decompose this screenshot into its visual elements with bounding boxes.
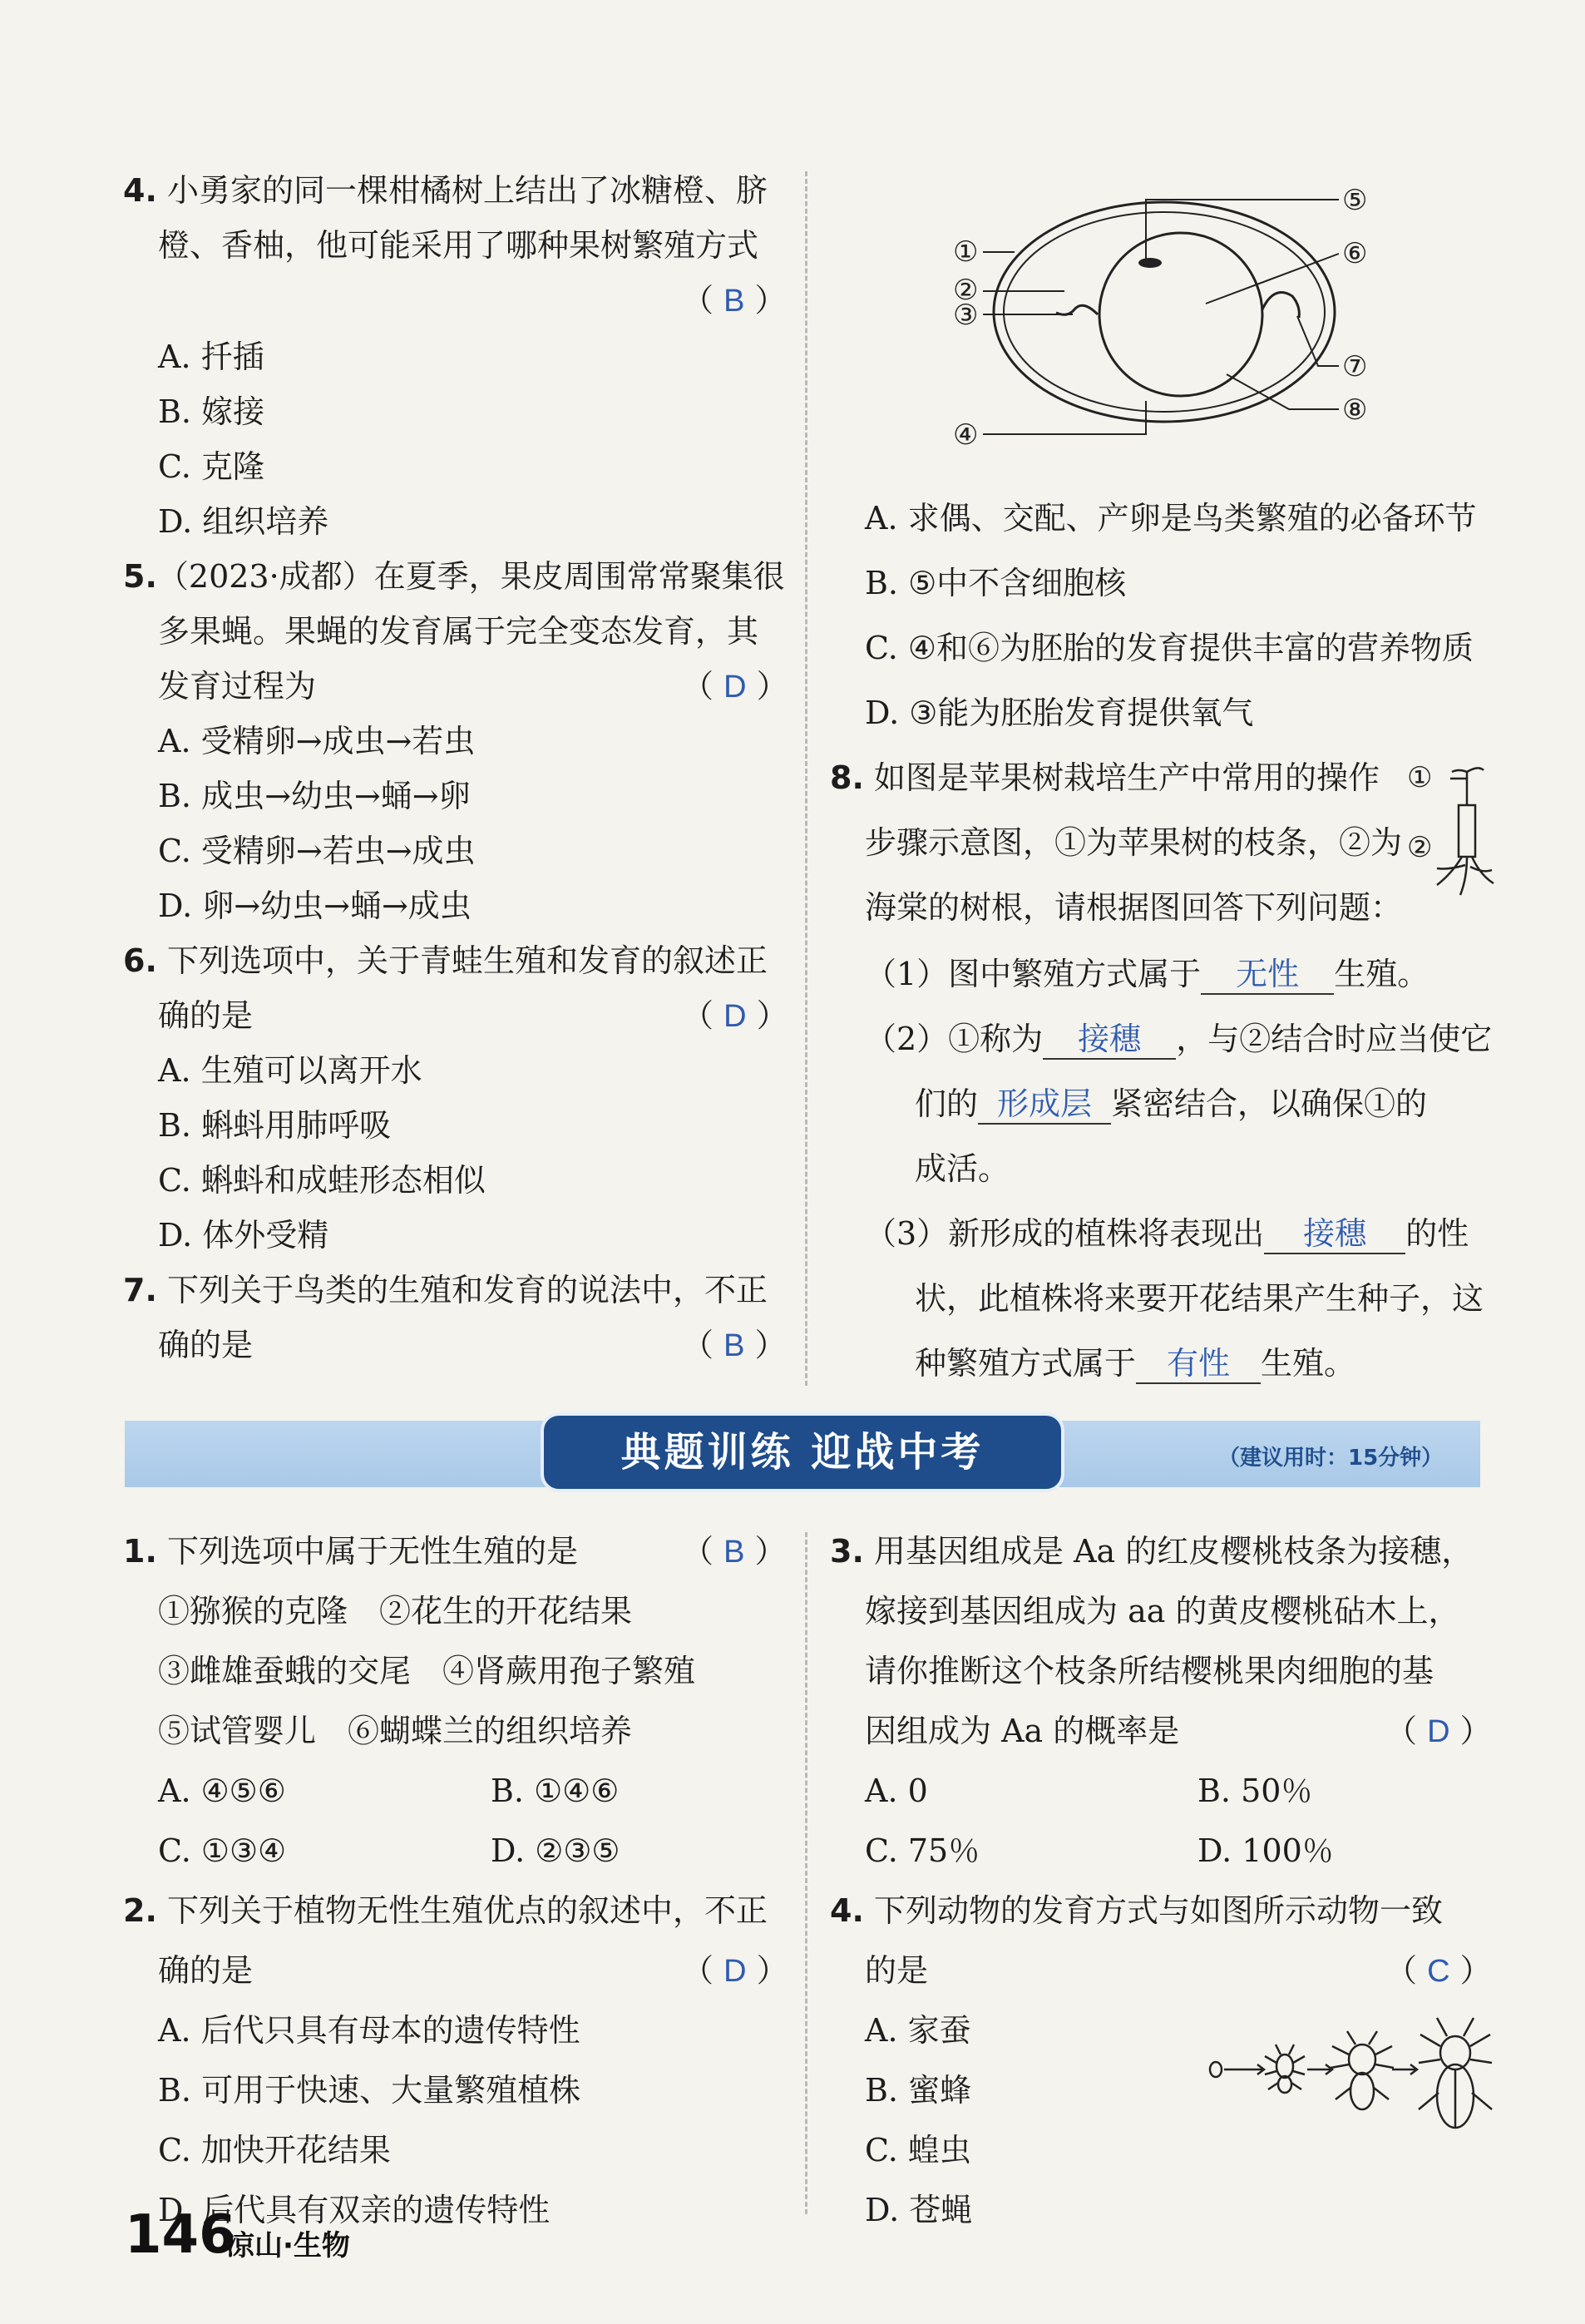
option: C. 受精卵→若虫→成虫 <box>158 833 476 869</box>
answer-blank: 接穗 <box>1264 1214 1405 1254</box>
question-number: 3. <box>830 1533 864 1570</box>
egg-label: ③ <box>953 299 979 332</box>
egg-label: ⑤ <box>1342 184 1368 217</box>
question-text: 确的是 <box>158 1327 254 1363</box>
question-text: 下列关于鸟类的生殖和发育的说法中，不正 <box>166 1272 768 1308</box>
egg-label: ⑧ <box>1342 393 1368 427</box>
option: A. 0 <box>865 1773 928 1809</box>
answer-bracket: （ C ） <box>1385 1952 1492 1989</box>
question-text: 小勇家的同一棵柑橘树上结出了冰糖橙、脐 <box>166 172 768 209</box>
answer-value: D <box>723 1954 747 1989</box>
sub-question-text: 生殖。 <box>1334 956 1429 992</box>
option: D. 卵→幼虫→蛹→成虫 <box>158 888 472 924</box>
question-number: 7. <box>123 1272 157 1308</box>
roots <box>1437 857 1494 895</box>
option: D. 组织培养 <box>158 503 329 540</box>
answer-bracket: （ D ） <box>682 997 788 1034</box>
question-text: 步骤示意图，①为苹果树的枝条，②为 <box>865 824 1403 861</box>
egg-inner-membrane <box>1004 212 1325 412</box>
question-text: 下列选项中，关于青蛙生殖和发育的叙述正 <box>166 942 768 979</box>
answer-blank: 接穗 <box>1043 1020 1176 1060</box>
answer-blank: 无性 <box>1201 955 1334 995</box>
section-title: 典题训练 迎战中考 <box>541 1412 1064 1492</box>
page-number: 146 <box>125 2204 236 2266</box>
option: A. 求偶、交配、产卵是鸟类繁殖的必备环节 <box>865 500 1477 536</box>
question-items: ③雌雄蚕蛾的交尾 ④肾蕨用孢子繁殖 <box>158 1653 696 1689</box>
question-number: 5. <box>123 558 157 595</box>
egg-yolk <box>1099 233 1262 396</box>
question-text: 下列关于植物无性生殖优点的叙述中，不正 <box>166 1892 768 1929</box>
question-text: 如图是苹果树栽培生产中常用的操作 <box>873 759 1380 796</box>
answer-bracket: （ B ） <box>682 282 787 319</box>
sub-question-text: 生殖。 <box>1261 1345 1356 1382</box>
answer-bracket: （ D ） <box>682 668 788 705</box>
question-text: 请你推断这个枝条所结樱桃果肉细胞的基 <box>865 1653 1434 1689</box>
question-text: 发育过程为 <box>158 668 317 705</box>
question-text: 因组成为 Aa 的概率是 <box>865 1713 1180 1749</box>
egg-label: ① <box>953 235 979 269</box>
answer-bracket: （ D ） <box>682 1952 788 1989</box>
option: B. 蜜蜂 <box>865 2072 972 2109</box>
sub-question-text: ，与②结合时应当使它 <box>1176 1021 1493 1057</box>
option: C. ④和⑥为胚胎的发育提供丰富的营养物质 <box>865 630 1474 666</box>
egg-label: ④ <box>953 418 979 452</box>
option: A. ④⑤⑥ <box>158 1773 286 1809</box>
answer-value: D <box>723 670 747 705</box>
question-text: （2023·成都）在夏季，果皮周围常常聚集很 <box>156 558 785 595</box>
option: D. 后代具有双亲的遗传特性 <box>158 2192 551 2228</box>
nymph-small-icon <box>1265 2045 1305 2093</box>
question-text: 橙、香柚，他可能采用了哪种果树繁殖方式 <box>158 227 759 264</box>
egg-icon <box>1210 2062 1222 2077</box>
question-number: 1. <box>123 1533 157 1570</box>
option: D. ③能为胚胎发育提供氧气 <box>865 695 1254 731</box>
bird-egg-diagram <box>940 166 1405 457</box>
grafting-diagram <box>1407 749 1499 907</box>
question-text: 下列动物的发育方式与如图所示动物一致 <box>873 1892 1443 1929</box>
scion-branch <box>1452 770 1467 805</box>
option: A. 生殖可以离开水 <box>158 1052 422 1089</box>
question-number: 2. <box>123 1892 157 1929</box>
sub-question-text: （3）新形成的植株将表现出 <box>865 1215 1265 1252</box>
insect-development-diagram <box>1206 2013 1497 2138</box>
book-title: 凉山·生物 <box>226 2229 350 2262</box>
rootstock <box>1459 805 1475 857</box>
option: C. ①③④ <box>158 1832 287 1869</box>
option: C. 加快开花结果 <box>158 2132 391 2168</box>
egg-label: ② <box>953 274 979 307</box>
option: C. 克隆 <box>158 448 264 485</box>
egg-label: ⑥ <box>1342 237 1368 270</box>
option: B. 蝌蚪用肺呼吸 <box>158 1107 392 1144</box>
sub-question-text: 的性 <box>1405 1215 1469 1252</box>
column-divider <box>805 171 807 1386</box>
sub-question-text: （1）图中繁殖方式属于 <box>865 956 1202 992</box>
graft-label: ① <box>1407 761 1433 794</box>
answer-value: B <box>723 1535 745 1570</box>
option: D. ②③⑤ <box>491 1832 620 1869</box>
sub-question-text: 紧密结合，以确保①的 <box>1111 1085 1428 1122</box>
answer-blank: 形成层 <box>978 1085 1111 1125</box>
chalaza-left <box>1056 305 1098 314</box>
answer-bracket: （ D ） <box>1385 1713 1492 1749</box>
option: B. ⑤中不含细胞核 <box>865 565 1127 601</box>
answer-value: D <box>723 999 747 1034</box>
option: A. 受精卵→成虫→若虫 <box>158 723 476 759</box>
option: C. 蝗虫 <box>865 2132 971 2168</box>
answer-bracket: （ B ） <box>682 1327 787 1363</box>
sub-question-text: 成活。 <box>915 1150 1010 1187</box>
chalaza-right <box>1262 293 1299 318</box>
option: D. 100％ <box>1197 1832 1334 1869</box>
answer-bracket: （ B ） <box>682 1533 787 1570</box>
question-text: 多果蝇。果蝇的发育属于完全变态发育，其 <box>158 613 759 650</box>
option: D. 苍蝇 <box>865 2192 973 2228</box>
question-text: 嫁接到基因组成为 aa 的黄皮樱桃砧木上， <box>865 1593 1460 1629</box>
adult-icon <box>1419 2018 1492 2128</box>
sub-question-text: 状，此植株将来要开花结果产生种子，这 <box>915 1280 1484 1317</box>
answer-blank: 有性 <box>1136 1344 1261 1384</box>
column-divider <box>805 1532 807 2214</box>
answer-value: B <box>723 284 745 319</box>
question-text: 海棠的树根，请根据图回答下列问题： <box>865 889 1403 926</box>
question-number: 4. <box>123 172 157 209</box>
question-number: 8. <box>830 759 864 796</box>
question-text: 下列选项中属于无性生殖的是 <box>166 1533 578 1570</box>
graft-label: ② <box>1407 831 1433 864</box>
option: C. 蝌蚪和成蛙形态相似 <box>158 1162 486 1199</box>
option: B. 50％ <box>1197 1773 1313 1809</box>
option: A. 后代只具有母本的遗传特性 <box>158 2012 580 2049</box>
question-items: ①猕猴的克隆 ②花生的开花结果 <box>158 1593 633 1629</box>
option: B. 嫁接 <box>158 393 265 430</box>
option: B. 成虫→幼虫→蛹→卵 <box>158 778 471 814</box>
suggested-time: （建议用时：15分钟） <box>1218 1446 1444 1471</box>
option: D. 体外受精 <box>158 1217 329 1253</box>
question-number: 4. <box>830 1892 864 1929</box>
nymph-large-icon <box>1331 2031 1394 2109</box>
question-items: ⑤试管婴儿 ⑥蝴蝶兰的组织培养 <box>158 1713 633 1749</box>
question-number: 6. <box>123 942 157 979</box>
option: C. 75％ <box>865 1832 980 1869</box>
question-text: 确的是 <box>158 1952 254 1989</box>
option: A. 家蚕 <box>865 2012 971 2049</box>
answer-value: C <box>1427 1954 1450 1989</box>
question-text: 的是 <box>865 1952 929 1989</box>
question-text: 确的是 <box>158 997 254 1034</box>
sub-question-text: 种繁殖方式属于 <box>915 1345 1137 1382</box>
answer-value: D <box>1427 1714 1450 1749</box>
question-text: 用基因组成是 Aa 的红皮樱桃枝条为接穗， <box>873 1533 1474 1570</box>
answer-value: B <box>723 1328 745 1363</box>
sub-question-text: 们的 <box>915 1085 979 1122</box>
option: B. 可用于快速、大量繁殖植株 <box>158 2072 581 2109</box>
option: A. 扦插 <box>158 339 264 375</box>
option: B. ①④⑥ <box>491 1773 620 1809</box>
sub-question-text: （2）①称为 <box>865 1021 1044 1057</box>
egg-label: ⑦ <box>1342 350 1368 383</box>
